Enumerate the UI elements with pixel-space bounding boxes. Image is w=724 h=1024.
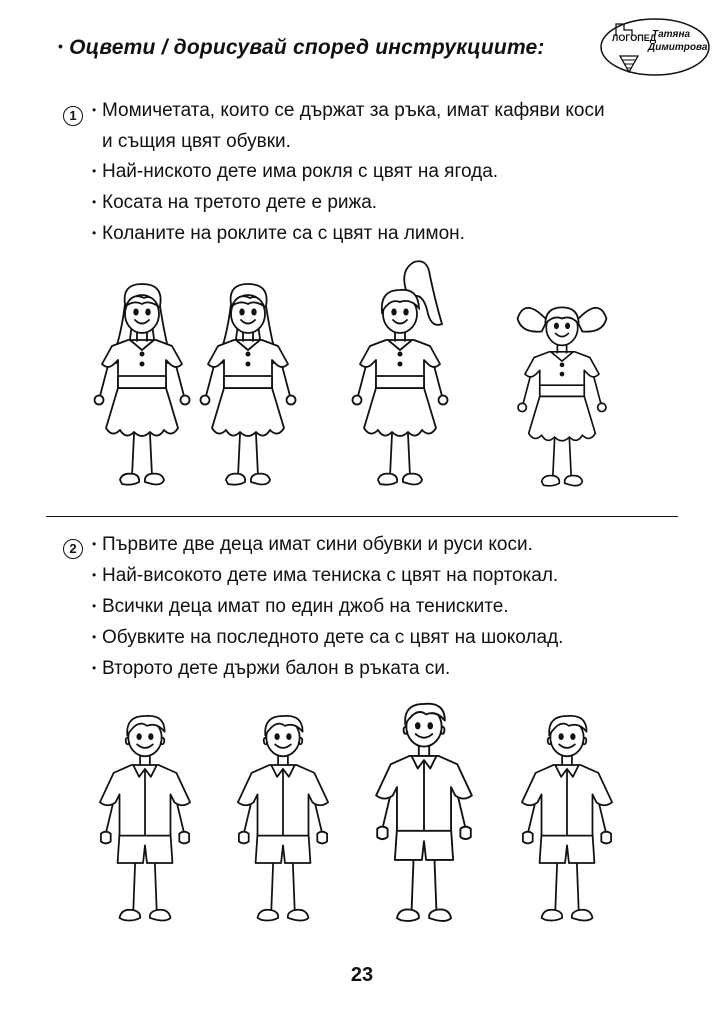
section1-instructions bbox=[92, 96, 605, 250]
section2-number-badge: 2 bbox=[63, 539, 83, 559]
boy-figure-2 bbox=[234, 708, 332, 924]
logo-line1: ЛОГОПЕД bbox=[612, 33, 657, 43]
girl-figure-3-ponytail bbox=[350, 284, 450, 500]
instruction-line: • Момичетата, които се държат за ръка, имат кафяви коси bbox=[92, 100, 605, 121]
boy-figure-1 bbox=[96, 708, 194, 924]
girl-figure-4-pigtails bbox=[514, 300, 610, 500]
page-number: 23 bbox=[350, 964, 374, 986]
boy-figure-4 bbox=[518, 708, 616, 924]
girl-figure-2 bbox=[198, 284, 298, 500]
logo-line3: Димитрова bbox=[648, 42, 708, 53]
instruction-line: и същия цвят обувки. bbox=[102, 131, 291, 152]
girl-figure-1 bbox=[92, 284, 192, 500]
instruction-line: • Коланите на роклите са с цвят на лимон. bbox=[92, 223, 465, 244]
logo bbox=[598, 14, 712, 78]
section-divider bbox=[46, 516, 678, 517]
boy-figure-3-tallest bbox=[372, 692, 476, 928]
instruction-line: • Всички деца имат по един джоб на тениските. bbox=[92, 596, 509, 617]
logo-line2: Татяна bbox=[652, 29, 691, 40]
instruction-line: • Най-ниското дете има рокля с цвят на ягода. bbox=[92, 161, 499, 182]
section1-number-badge: 1 bbox=[63, 106, 83, 126]
instruction-line: • Първите две деца имат сини обувки и руси коси. bbox=[92, 534, 533, 555]
section2-instructions bbox=[92, 530, 563, 685]
page-title bbox=[58, 36, 545, 60]
instruction-line: • Второто дете държи балон в ръката си. bbox=[92, 658, 451, 679]
title-text: Оцвети / дорисувай според инструкциите: bbox=[69, 36, 545, 59]
instruction-line: • Косата на третото дете е рижа. bbox=[92, 192, 378, 213]
instruction-line: • Обувките на последното дете са с цвят на шоколад. bbox=[92, 627, 564, 648]
title-bullet: • bbox=[58, 38, 64, 54]
instruction-line: • Най-високото дете има тениска с цвят на портокал. bbox=[92, 565, 559, 586]
